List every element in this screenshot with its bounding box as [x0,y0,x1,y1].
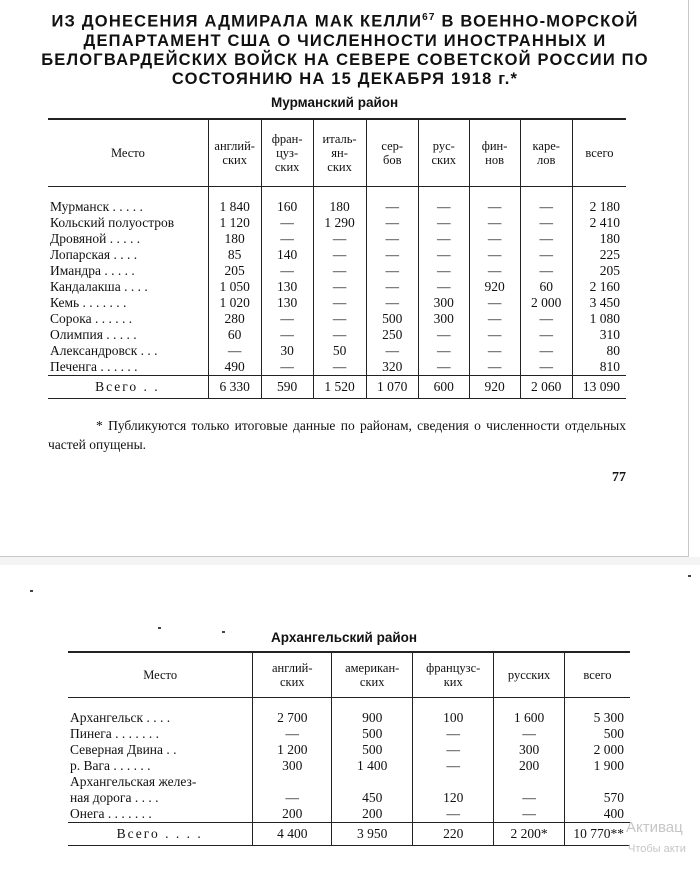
spacer-cell [366,187,418,200]
value-cell: — [520,359,572,376]
value-cell: — [313,359,366,376]
table-row [48,343,626,359]
value-cell: — [418,327,469,343]
place-cell: Кемь . . . . . . . [50,295,127,310]
spacer-cell [208,187,261,200]
value-cell: — [366,295,418,311]
value-cell: — [494,790,565,806]
table-row [68,758,630,774]
value-cell: — [520,327,572,343]
place-cell: р. Вага . . . . . . [70,758,151,773]
value-cell: 1 840 [208,199,261,215]
total-value: 600 [418,376,469,399]
value-cell: — [261,231,313,247]
value-cell: 205 [572,263,626,279]
value-cell [253,774,332,790]
value-cell: — [413,806,494,823]
value-cell: 2 000 [520,295,572,311]
value-cell: 205 [208,263,261,279]
table-row [48,231,626,247]
value-cell: 1 050 [208,279,261,295]
spacer-cell [68,698,253,711]
value-cell: 400 [564,806,630,823]
place-cell: Пинега . . . . . . . [70,726,159,741]
value-cell: — [520,263,572,279]
total-value: 1 520 [313,376,366,399]
value-cell: 60 [208,327,261,343]
place-cell: Кандалакша . . . . [50,279,148,294]
column-header: всего [564,652,630,698]
total-value: 6 330 [208,376,261,399]
value-cell: 180 [313,199,366,215]
value-cell: — [418,247,469,263]
value-cell: — [520,343,572,359]
column-header: фин- нов [469,119,520,187]
spacer-cell [469,187,520,200]
value-cell: 490 [208,359,261,376]
value-cell: — [413,726,494,742]
title-rest: В ВОЕННО-МОРСКОЙ ДЕПАРТАМЕНТ США О ЧИСЛЕННОСТИ ИНОСТРАННЫХ И БЕЛОГВАРДЕЙСКИХ ВОЙСК НА СЕВЕРЕ СОВЕТСКОЙ РОССИИ ПО СОСТОЯНИЮ НА 15 ДЕКАБРЯ 1918 г.* [41,12,649,88]
place-cell: Сорока . . . . . . [50,311,133,326]
value-cell: — [418,215,469,231]
value-cell: — [413,742,494,758]
value-cell: 2 180 [572,199,626,215]
value-cell: — [253,726,332,742]
value-cell: — [418,231,469,247]
value-cell: 500 [564,726,630,742]
value-cell: 1 080 [572,311,626,327]
value-cell [332,774,413,790]
spacer-row [68,698,630,711]
value-cell: 300 [418,311,469,327]
value-cell: 120 [413,790,494,806]
value-cell: — [413,758,494,774]
spacer-cell [261,187,313,200]
page-gap [0,557,700,565]
value-cell: 130 [261,295,313,311]
value-cell: — [313,295,366,311]
table-row [48,311,626,327]
column-header: Место [48,119,208,187]
value-cell: — [469,263,520,279]
column-header: сер- бов [366,119,418,187]
value-cell [413,774,494,790]
value-cell: — [469,311,520,327]
column-header: французс- ких [413,652,494,698]
value-cell: 500 [332,742,413,758]
value-cell: — [520,215,572,231]
table-row [48,359,626,376]
murmansk-troops-table [48,118,626,399]
spacer-cell [413,698,494,711]
value-cell: 250 [366,327,418,343]
total-value: 4 400 [253,823,332,846]
value-cell: 450 [332,790,413,806]
value-cell: — [418,343,469,359]
place-cell: Кольский полуостров [50,215,175,230]
place-cell: Мурманск . . . . . [50,199,143,214]
value-cell: 160 [261,199,313,215]
place-cell: Архангельск . . . . [70,710,171,725]
value-cell: — [494,806,565,823]
total-value: 3 950 [332,823,413,846]
arkhangelsk-troops-table [68,651,630,846]
scan-speck [222,631,225,633]
value-cell: — [261,311,313,327]
table-row [68,790,630,806]
scan-speck [30,590,33,592]
table-row [48,263,626,279]
total-value: 13 090 [572,376,626,399]
place-cell: ная дорога . . . . [70,790,159,805]
spacer-cell [564,698,630,711]
value-cell: — [469,247,520,263]
value-cell: — [418,199,469,215]
section-title-murmansk: Мурманский район [271,95,399,110]
value-cell: 1 020 [208,295,261,311]
value-cell: — [208,343,261,359]
value-cell: — [261,327,313,343]
value-cell: 900 [332,710,413,726]
place-cell: Дровяной . . . . . [50,231,141,246]
value-cell: 2 000 [564,742,630,758]
section-title-arkhangelsk: Архангельский район [271,630,418,645]
column-header: всего [572,119,626,187]
value-cell: 300 [418,295,469,311]
spacer-cell [418,187,469,200]
value-cell: 100 [413,710,494,726]
value-cell: — [313,231,366,247]
value-cell: — [261,359,313,376]
value-cell: — [418,279,469,295]
scan-speck [688,575,691,577]
value-cell: 1 290 [313,215,366,231]
table-row [48,295,626,311]
document-page-2 [0,565,700,877]
value-cell: — [366,215,418,231]
column-header: русских [494,652,565,698]
scan-speck [158,627,161,629]
value-cell: — [313,311,366,327]
table-row [48,327,626,343]
total-value: 220 [413,823,494,846]
value-cell: 1 900 [564,758,630,774]
value-cell [564,774,630,790]
activation-watermark: Активац [626,819,683,836]
value-cell: — [469,343,520,359]
value-cell: — [366,247,418,263]
value-cell: — [313,263,366,279]
value-cell: 140 [261,247,313,263]
value-cell: — [469,199,520,215]
value-cell: — [313,279,366,295]
column-header: каре- лов [520,119,572,187]
document-title [40,8,650,89]
value-cell: — [469,359,520,376]
column-header: фран- цуз- ских [261,119,313,187]
value-cell: 1 200 [253,742,332,758]
total-row [68,823,630,846]
place-cell: Александровск . . . [50,343,158,358]
table-header-row [48,119,626,187]
spacer-cell [520,187,572,200]
place-cell: Олимпия . . . . . [50,327,137,342]
page-number: 77 [612,470,626,485]
column-header: италь- ян- ских [313,119,366,187]
total-value: 2 200* [494,823,565,846]
value-cell: 320 [366,359,418,376]
value-cell: — [469,215,520,231]
value-cell: — [520,199,572,215]
place-cell: Архангельская желез- [70,774,197,789]
table-row [68,726,630,742]
value-cell: — [366,231,418,247]
spacer-cell [494,698,565,711]
value-cell: 300 [253,758,332,774]
value-cell: 920 [469,279,520,295]
total-value: 10 770** [564,823,630,846]
value-cell: 180 [208,231,261,247]
table-row [48,279,626,295]
table-row [68,710,630,726]
value-cell: — [261,215,313,231]
value-cell: — [520,311,572,327]
place-cell: Печенга . . . . . . [50,359,138,374]
value-cell: 200 [332,806,413,823]
value-cell: 130 [261,279,313,295]
table-row [48,215,626,231]
value-cell: 180 [572,231,626,247]
total-label: Всего . . . . [68,823,253,846]
value-cell: 2 700 [253,710,332,726]
value-cell: 1 400 [332,758,413,774]
value-cell: 500 [366,311,418,327]
value-cell: — [418,263,469,279]
value-cell: 200 [253,806,332,823]
value-cell: 300 [494,742,565,758]
table-row [48,247,626,263]
value-cell: 30 [261,343,313,359]
table-header-row [68,652,630,698]
spacer-cell [253,698,332,711]
value-cell: — [469,327,520,343]
value-cell: 1 600 [494,710,565,726]
table-row [48,199,626,215]
column-header: Место [68,652,253,698]
spacer-cell [313,187,366,200]
total-value: 2 060 [520,376,572,399]
place-cell: Северная Двина . . [70,742,177,757]
total-value: 590 [261,376,313,399]
value-cell: 310 [572,327,626,343]
value-cell: — [494,726,565,742]
column-header: англий- ских [253,652,332,698]
value-cell: — [469,295,520,311]
column-header: англий- ских [208,119,261,187]
value-cell: 80 [572,343,626,359]
value-cell [494,774,565,790]
value-cell: 60 [520,279,572,295]
value-cell: — [366,199,418,215]
total-label: Всего . . [48,376,208,399]
value-cell: 200 [494,758,565,774]
value-cell: — [253,790,332,806]
value-cell: — [313,247,366,263]
footnote: * Публикуются только итоговые данные по районам, сведения о численности отдельных частей опущены. [48,418,626,452]
value-cell: 2 160 [572,279,626,295]
spacer-cell [48,187,208,200]
value-cell: — [366,279,418,295]
spacer-cell [332,698,413,711]
column-header: американ- ских [332,652,413,698]
value-cell: 5 300 [564,710,630,726]
total-value: 1 070 [366,376,418,399]
value-cell: — [261,263,313,279]
title-footnote-ref: 67 [422,12,436,23]
spacer-row [48,187,626,200]
table-row [68,806,630,823]
value-cell: 85 [208,247,261,263]
place-cell: Лопарская . . . . [50,247,138,262]
value-cell: — [313,327,366,343]
value-cell: 810 [572,359,626,376]
table-row [68,774,630,790]
value-cell: — [366,343,418,359]
activation-watermark-subtext: Чтобы акти [628,843,686,855]
table-row [68,742,630,758]
value-cell: 3 450 [572,295,626,311]
spacer-cell [572,187,626,200]
value-cell: — [520,247,572,263]
value-cell: 1 120 [208,215,261,231]
value-cell: — [418,359,469,376]
value-cell: 570 [564,790,630,806]
title-main: ИЗ ДОНЕСЕНИЯ АДМИРАЛА МАК КЕЛЛИ [51,12,423,31]
value-cell: — [520,231,572,247]
value-cell: 2 410 [572,215,626,231]
value-cell: — [469,231,520,247]
value-cell: 280 [208,311,261,327]
column-header: рус- ских [418,119,469,187]
value-cell: — [366,263,418,279]
total-row [48,376,626,399]
total-value: 920 [469,376,520,399]
place-cell: Онега . . . . . . . [70,806,152,821]
value-cell: 500 [332,726,413,742]
place-cell: Имандра . . . . . [50,263,135,278]
value-cell: 225 [572,247,626,263]
value-cell: 50 [313,343,366,359]
